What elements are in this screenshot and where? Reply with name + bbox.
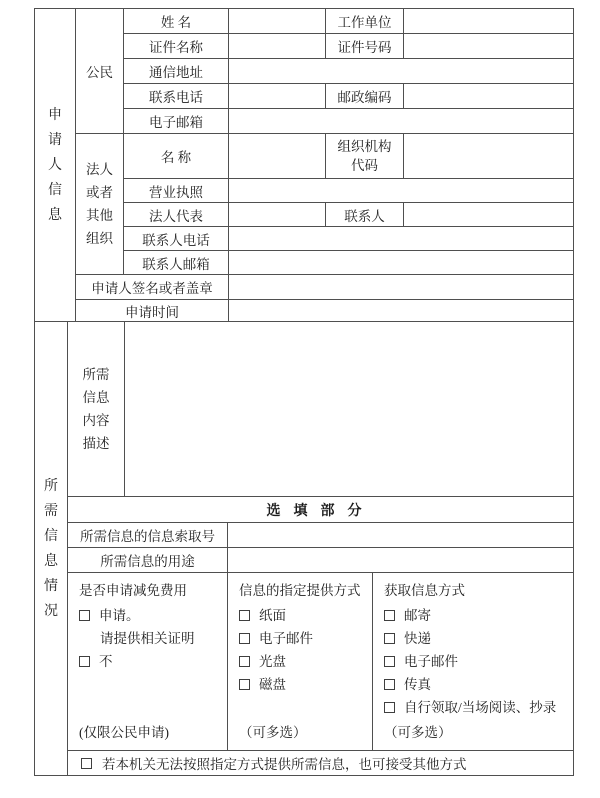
option-label: 磁盘	[259, 677, 286, 692]
field-label-org-code-text: 组织机构代码	[337, 139, 392, 173]
option-label: 传真	[404, 677, 431, 692]
field-label-purpose: 所需信息的用途	[68, 548, 228, 573]
checkbox-icon[interactable]	[384, 679, 395, 690]
field-label-contact-email: 联系人邮箱	[124, 251, 229, 275]
input-cell-index-no[interactable]	[228, 523, 574, 548]
field-label-address: 通信地址	[124, 59, 229, 84]
field-label-index-no: 所需信息的信息索取号	[68, 523, 228, 548]
field-label-info-description-text: 所需信息内容描述	[82, 367, 110, 451]
obtain-option-fax	[384, 677, 565, 692]
obtain-method-header: 获取信息方式	[384, 583, 465, 598]
fee-waiver-option-no	[79, 654, 219, 669]
input-cell-phone[interactable]	[229, 84, 326, 109]
field-label-cert-no: 证件号码	[326, 34, 404, 59]
delivery-method-header: 信息的指定提供方式	[239, 583, 361, 598]
input-cell-legal-rep[interactable]	[229, 203, 326, 227]
required-info-table	[34, 321, 574, 776]
checkbox-icon[interactable]	[384, 610, 395, 621]
delivery-method-cell	[228, 573, 373, 751]
checkbox-icon[interactable]	[384, 656, 395, 667]
input-cell-contact[interactable]	[404, 203, 574, 227]
input-cell-signature[interactable]	[229, 275, 574, 300]
field-label-cert-name: 证件名称	[124, 34, 229, 59]
fee-waiver-cell	[68, 573, 228, 751]
option-label: 电子邮件	[259, 631, 313, 646]
delivery-option-cd	[239, 654, 364, 669]
field-label-phone: 联系电话	[124, 84, 229, 109]
field-label-name: 姓 名	[124, 9, 229, 34]
applicant-info-table	[34, 8, 574, 322]
option-label: 快递	[404, 631, 431, 646]
option-label: 光盘	[259, 654, 286, 669]
field-label-license: 营业执照	[124, 179, 229, 203]
checkbox-icon[interactable]	[239, 656, 250, 667]
obtain-method-footer: （可多选）	[384, 725, 452, 740]
delivery-option-disk	[239, 677, 364, 692]
input-cell-org-name[interactable]	[229, 134, 326, 179]
input-cell-email[interactable]	[229, 109, 574, 134]
option-label: 不	[99, 654, 113, 669]
input-cell-address[interactable]	[229, 59, 574, 84]
checkbox-icon[interactable]	[239, 679, 250, 690]
option-label: 邮寄	[404, 608, 431, 623]
input-cell-contact-phone[interactable]	[229, 227, 574, 251]
input-cell-apply-time[interactable]	[229, 300, 574, 322]
fee-waiver-footer: (仅限公民申请)	[79, 725, 169, 740]
option-label: 自行领取/当场阅读、抄录	[404, 700, 557, 715]
option-label: 申请。	[99, 608, 140, 623]
section-label-required-info-text: 所需信息情况	[44, 478, 58, 619]
input-cell-work-unit[interactable]	[404, 9, 574, 34]
field-label-org-name: 名 称	[124, 134, 229, 179]
delivery-method-footer: （可多选）	[239, 725, 307, 740]
field-label-apply-time: 申请时间	[76, 300, 229, 322]
checkbox-icon[interactable]	[81, 758, 92, 769]
fee-waiver-option-apply	[79, 608, 219, 623]
field-label-postcode: 邮政编码	[326, 84, 404, 109]
field-label-legal-rep: 法人代表	[124, 203, 229, 227]
input-cell-cert-no[interactable]	[404, 34, 574, 59]
checkbox-icon[interactable]	[79, 656, 90, 667]
fee-waiver-note: 请提供相关证明	[100, 631, 195, 646]
field-label-contact-phone: 联系人电话	[124, 227, 229, 251]
input-cell-cert-name[interactable]	[229, 34, 326, 59]
checkbox-icon[interactable]	[384, 633, 395, 644]
field-label-contact: 联系人	[326, 203, 404, 227]
input-cell-org-code[interactable]	[404, 134, 574, 179]
obtain-option-pickup	[384, 700, 565, 715]
option-label: 电子邮件	[404, 654, 458, 669]
delivery-option-email	[239, 631, 364, 646]
input-cell-postcode[interactable]	[404, 84, 574, 109]
group-label-citizen: 公民	[76, 9, 124, 134]
checkbox-icon[interactable]	[239, 610, 250, 621]
option-label: 纸面	[259, 608, 286, 623]
obtain-option-express	[384, 631, 565, 646]
input-cell-info-description[interactable]	[125, 322, 574, 497]
optional-section-header: 选填部分	[68, 497, 574, 523]
fallback-note-text: 若本机关无法按照指定方式提供所需信息，也可接受其他方式	[102, 757, 467, 772]
input-cell-name[interactable]	[229, 9, 326, 34]
section-label-required-info	[35, 322, 68, 776]
section-label-applicant-text: 申请人信息	[48, 107, 62, 223]
obtain-method-cell	[373, 573, 574, 751]
fee-waiver-header: 是否申请减免费用	[79, 583, 187, 598]
field-label-signature: 申请人签名或者盖章	[76, 275, 229, 300]
fallback-note-cell	[68, 751, 574, 776]
section-label-applicant	[35, 9, 76, 322]
input-cell-license[interactable]	[229, 179, 574, 203]
field-label-info-description	[68, 322, 125, 497]
delivery-option-paper	[239, 608, 364, 623]
field-label-email: 电子邮箱	[124, 109, 229, 134]
input-cell-contact-email[interactable]	[229, 251, 574, 275]
group-label-legal-org-text: 法人或者其他组织	[85, 162, 113, 246]
field-label-org-code	[326, 134, 404, 179]
checkbox-icon[interactable]	[384, 702, 395, 713]
obtain-option-email	[384, 654, 565, 669]
checkbox-icon[interactable]	[79, 610, 90, 621]
field-label-work-unit: 工作单位	[326, 9, 404, 34]
obtain-option-mail	[384, 608, 565, 623]
group-label-legal-org	[76, 134, 124, 275]
input-cell-purpose[interactable]	[228, 548, 574, 573]
checkbox-icon[interactable]	[239, 633, 250, 644]
